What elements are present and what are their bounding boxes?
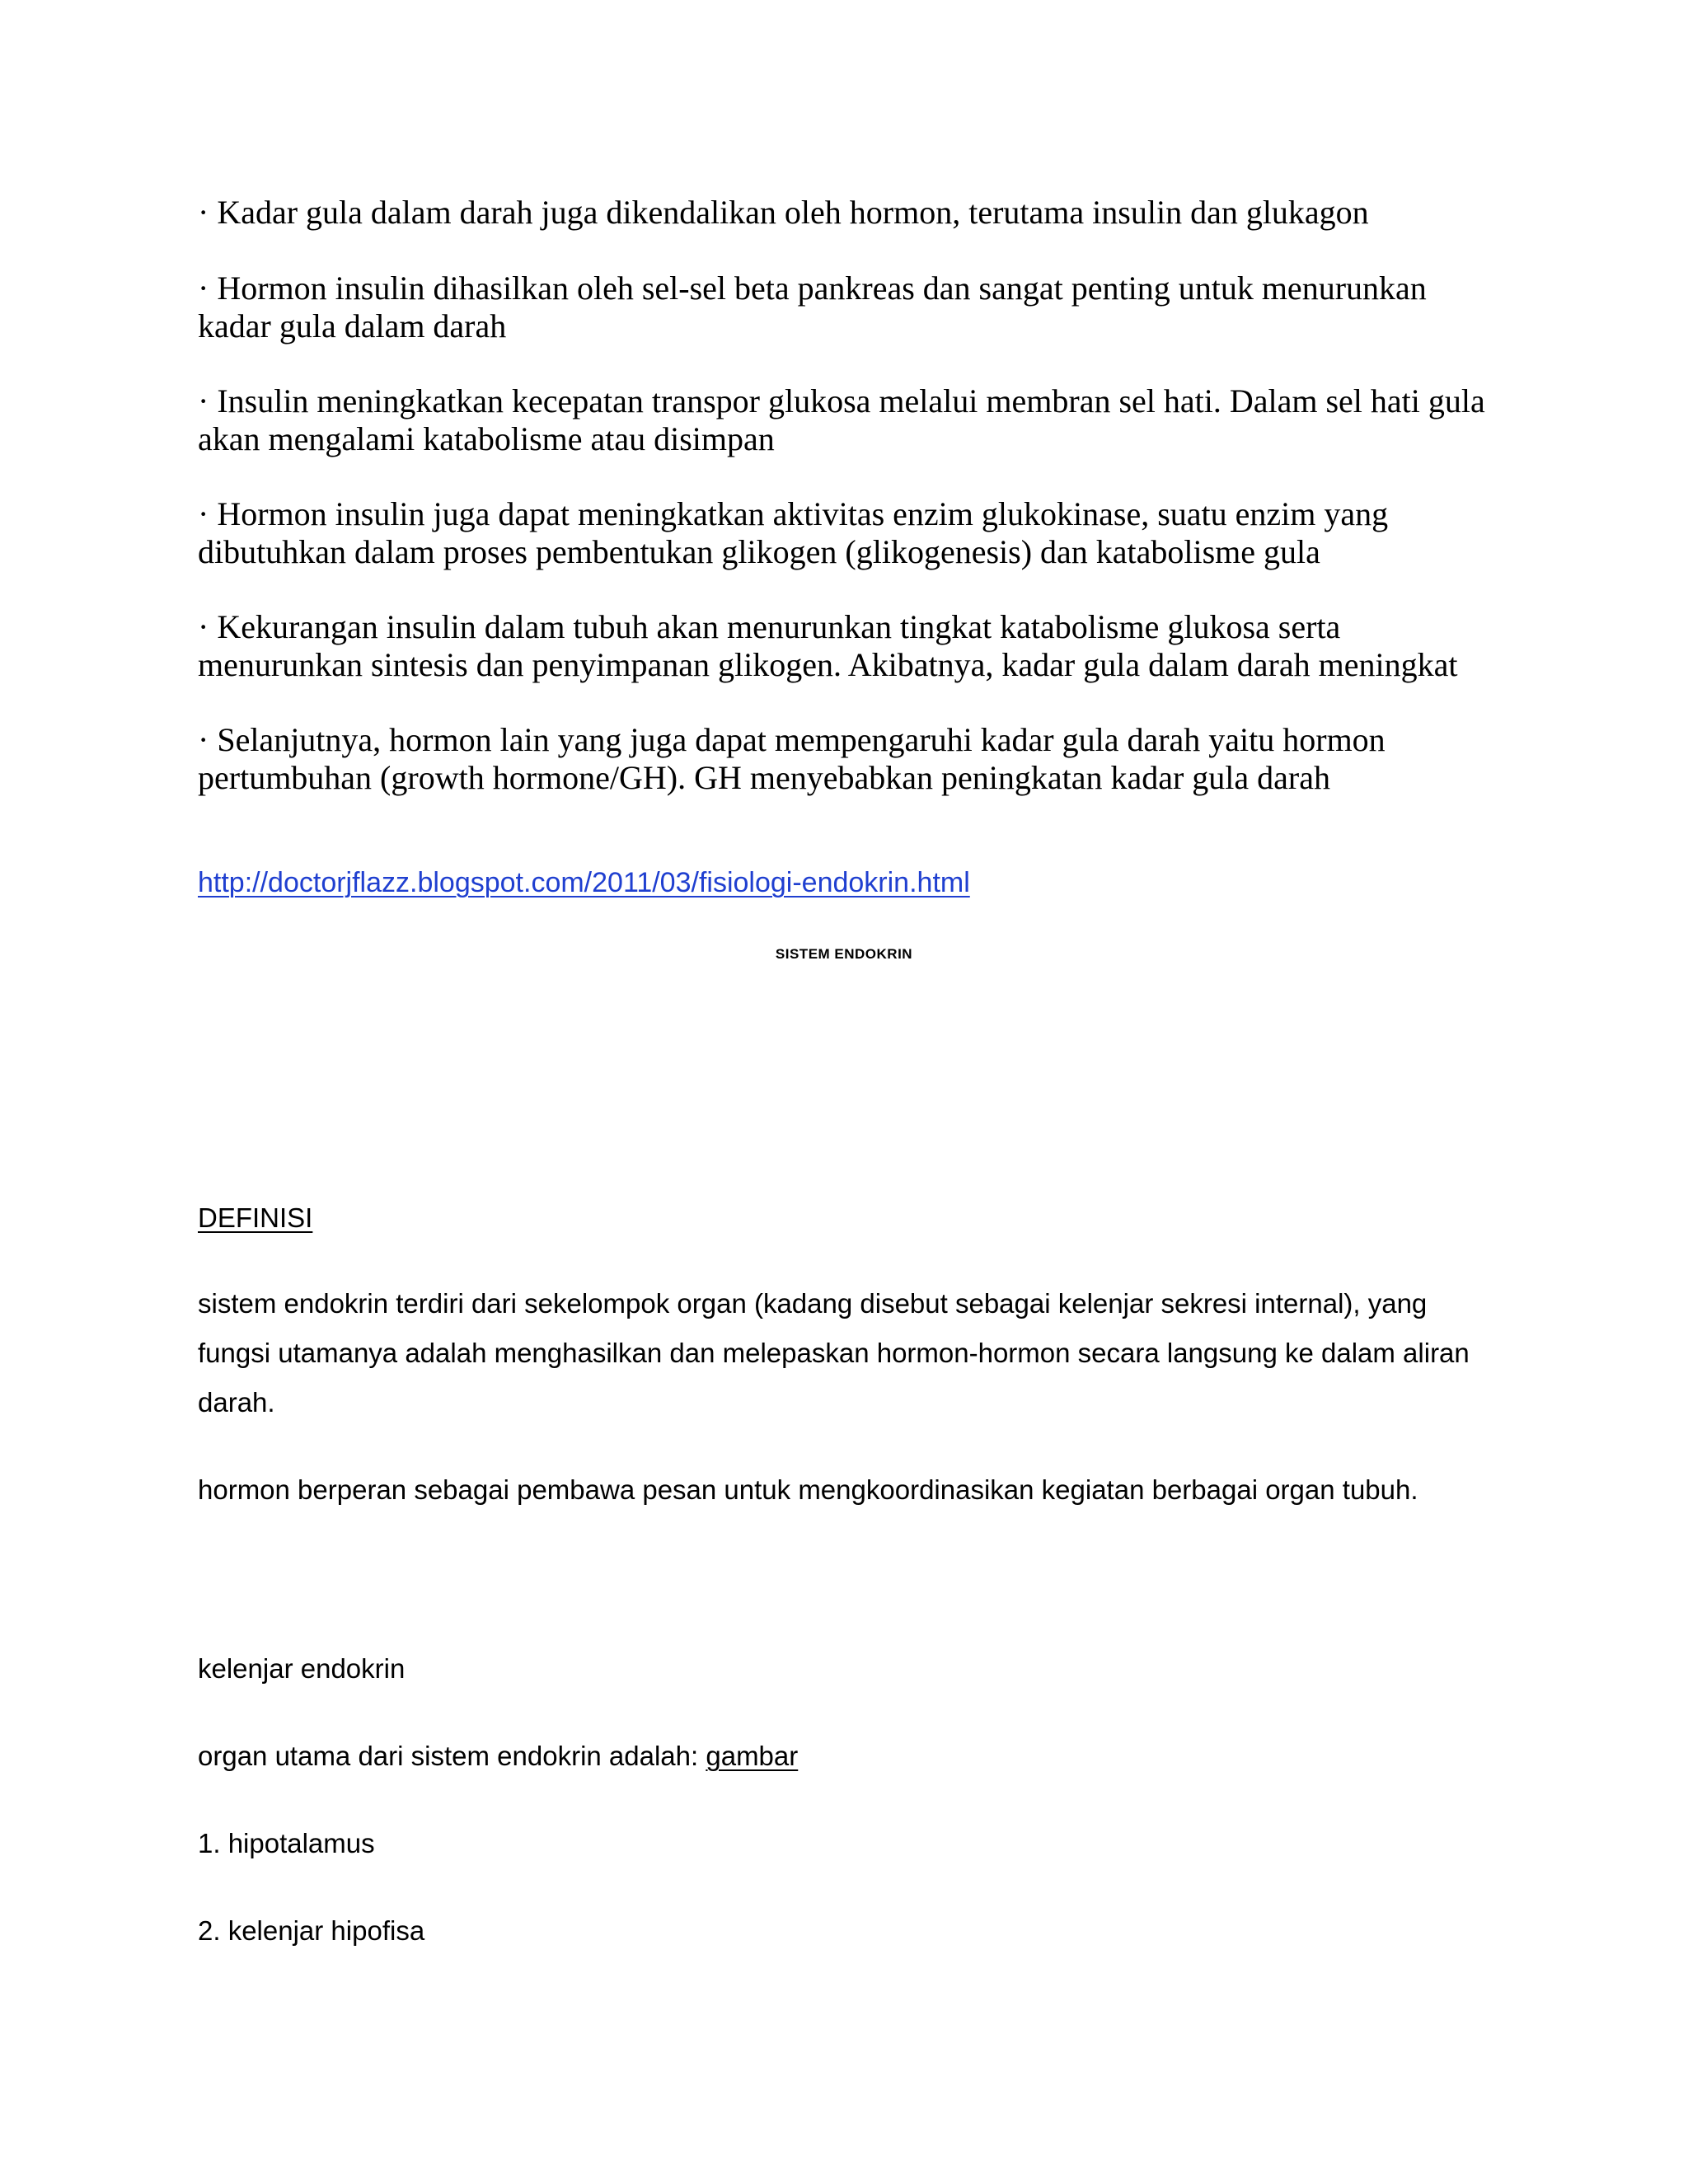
source-link-container: [198, 867, 1500, 899]
bullet-line: · Insulin meningkatkan kecepatan transpor glukosa melalui membran sel hati. Dalam sel hati gula: [198, 382, 1485, 419]
bullet-paragraph-4: [198, 495, 1500, 571]
bullet-line: menurunkan sintesis dan penyimpanan glikogen. Akibatnya, kadar gula dalam darah meningkat: [198, 646, 1458, 683]
definisi-heading-container: [198, 1202, 1500, 1235]
bullet-line: · Hormon insulin dihasilkan oleh sel-sel beta pankreas dan sangat penting untuk menurunkan: [198, 269, 1427, 307]
organ-list-item-text: 1. hipotalamus: [198, 1828, 375, 1858]
bullet-paragraph-1: [198, 194, 1500, 232]
bullet-paragraph-6: [198, 721, 1500, 797]
section-title: SISTEM ENDOKRIN: [775, 946, 913, 962]
definisi-line: fungsi utamanya adalah menghasilkan dan melepaskan hormon-hormon secara langsung ke dalam aliran: [198, 1338, 1470, 1368]
bullet-line: dibutuhkan dalam proses pembentukan glikogen (glikogenesis) dan katabolisme gula: [198, 533, 1320, 570]
kelenjar-heading-text: kelenjar endokrin: [198, 1653, 406, 1684]
bullet-line: · Selanjutnya, hormon lain yang juga dapat mempengaruhi kadar gula darah yaitu hormon: [198, 721, 1386, 758]
organ-intro-line: [198, 1740, 1500, 1773]
bullet-line: akan mengalami katabolisme atau disimpan: [198, 420, 775, 457]
organ-intro-text: organ utama dari sistem endokrin adalah:: [198, 1741, 706, 1771]
hormon-paragraph: [198, 1474, 1500, 1507]
bullet-paragraph-5: [198, 608, 1500, 684]
bullet-line: · Hormon insulin juga dapat meningkatkan aktivitas enzim glukokinase, suatu enzim yang: [198, 495, 1389, 532]
definisi-paragraph: [198, 1279, 1500, 1427]
bullet-paragraph-2: [198, 269, 1500, 345]
bullet-line: pertumbuhan (growth hormone/GH). GH menyebabkan peningkatan kadar gula darah: [198, 759, 1331, 796]
bullet-paragraph-3: [198, 382, 1500, 458]
gambar-link[interactable]: gambar: [706, 1741, 799, 1771]
bullet-line: · Kadar gula dalam darah juga dikendalikan oleh hormon, terutama insulin dan glukagon: [198, 194, 1369, 231]
source-link[interactable]: http://doctorjflazz.blogspot.com/2011/03/fisiologi-endokrin.html: [198, 867, 970, 898]
hormon-text: hormon berperan sebagai pembawa pesan untuk mengkoordinasikan kegiatan berbagai organ tubuh.: [198, 1474, 1418, 1505]
definisi-line: sistem endokrin terdiri dari sekelompok organ (kadang disebut sebagai kelenjar sekresi internal), yang: [198, 1288, 1428, 1319]
definisi-heading: DEFINISI: [198, 1202, 313, 1233]
bullet-line: · Kekurangan insulin dalam tubuh akan menurunkan tingkat katabolisme glukosa serta: [198, 608, 1341, 645]
definisi-line: darah.: [198, 1387, 275, 1418]
organ-list-item: [198, 1915, 1500, 1947]
bullet-line: kadar gula dalam darah: [198, 307, 507, 344]
organ-list-item: [198, 1827, 1500, 1860]
kelenjar-heading: [198, 1652, 1500, 1685]
organ-list-item-text: 2. kelenjar hipofisa: [198, 1915, 425, 1946]
